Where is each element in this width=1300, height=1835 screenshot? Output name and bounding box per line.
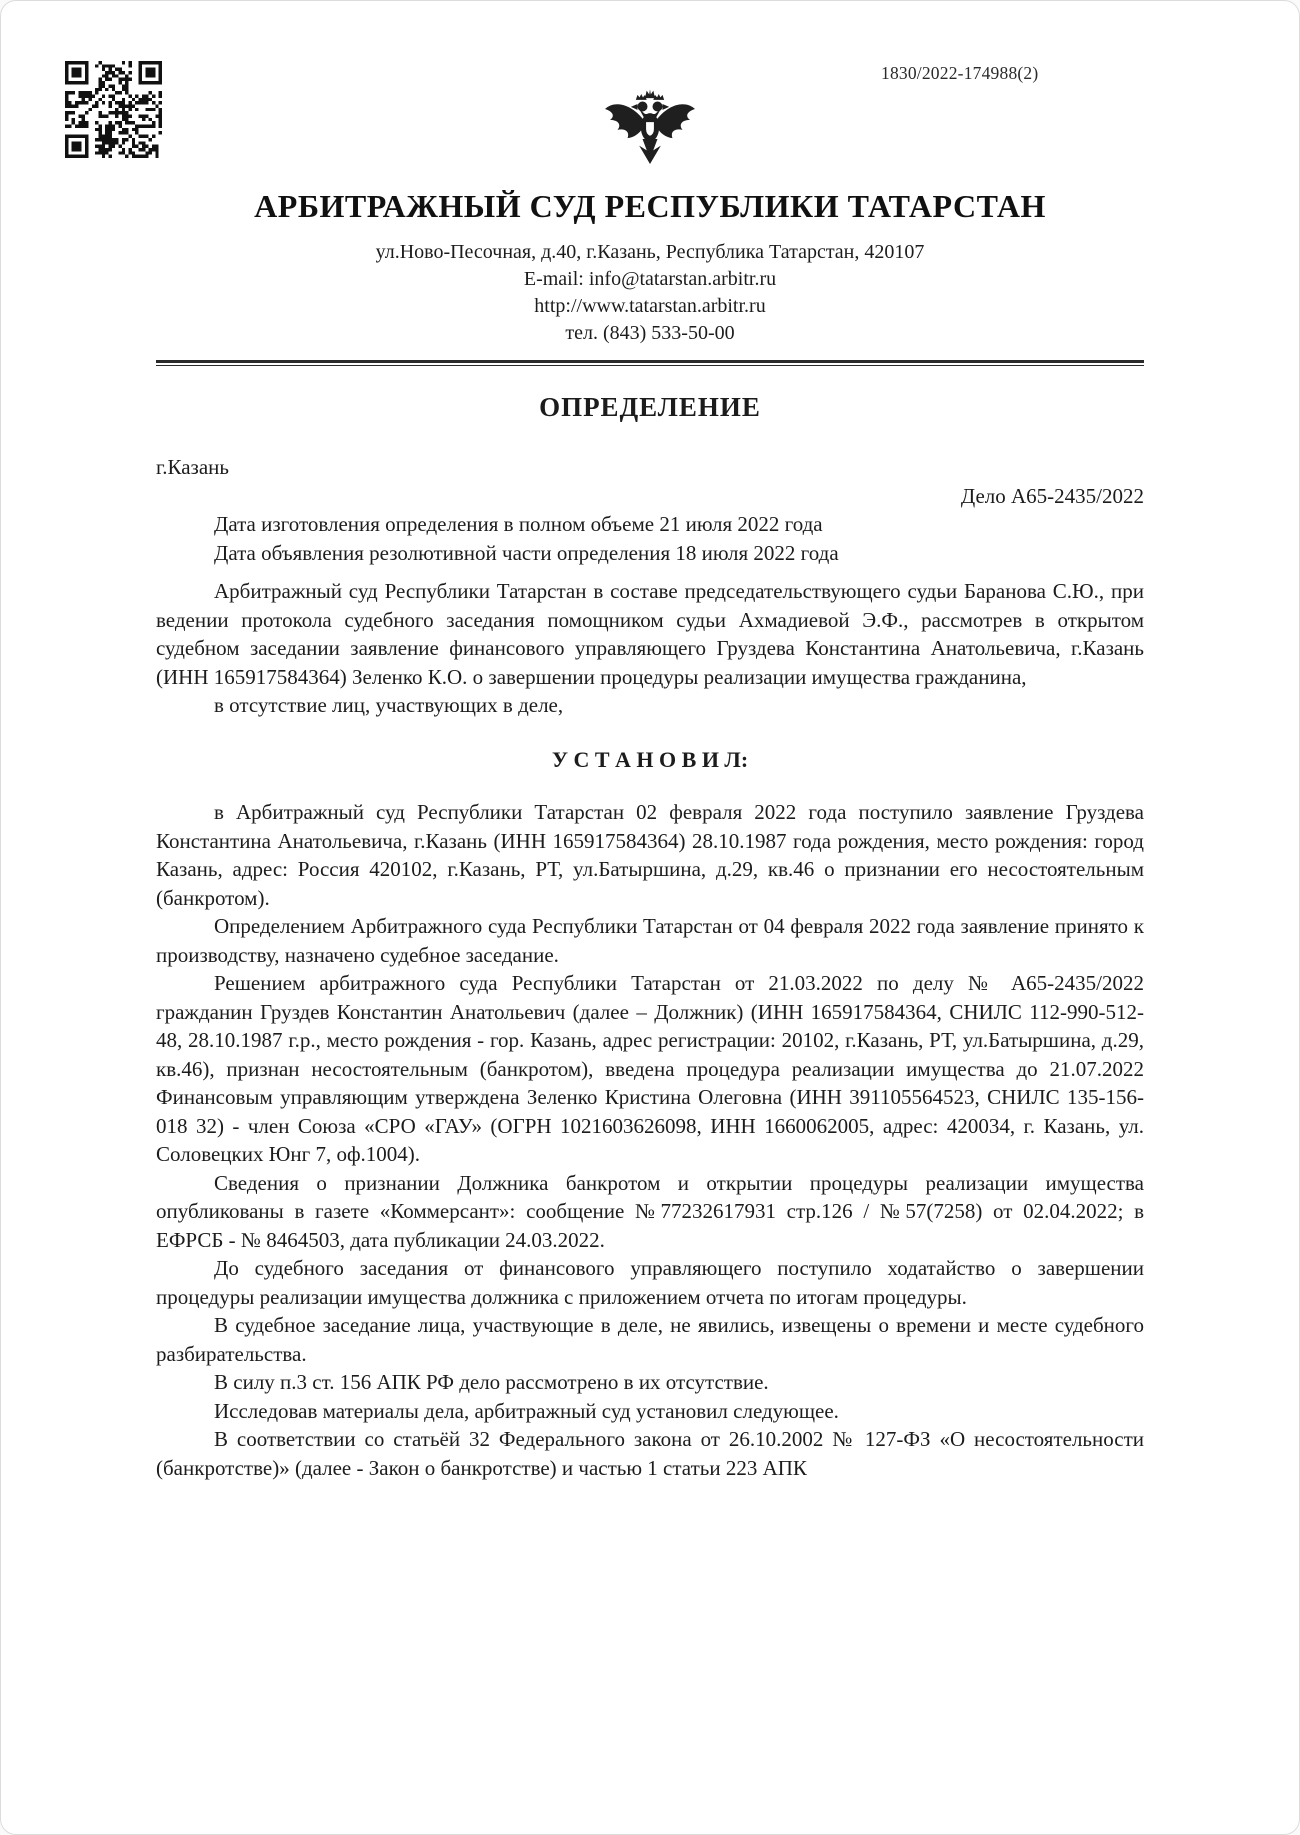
city-label: г.Казань — [156, 455, 229, 479]
body-paragraph: в Арбитражный суд Республики Татарстан 02 февраля 2022 года поступило заявление Груздева Константина Анатольевича, г.Казань (ИНН 165917584364) 28.10.1987 года рождения, место рождения: город Казань, адрес: Россия 420102, г.Казань, РТ, ул.Батыршина, д.29, кв.46 о признании его несостоятельным (банкротом). — [156, 800, 1144, 910]
court-phone: тел. (843) 533-50-00 — [565, 322, 735, 344]
court-website: http://www.tatarstan.arbitr.ru — [534, 295, 766, 317]
body-paragraph: В соответствии со статьёй 32 Федерального закона от 26.10.2002 № 127-ФЗ «О несостоятельности (банкротстве)» (далее - Закон о банкротстве) и частью 1 статьи 223 АПК — [156, 1427, 1144, 1480]
intro-paragraph: в отсутствие лиц, участвующих в деле, — [214, 693, 564, 717]
document-body — [1, 453, 1299, 1482]
body-paragraph: В судебное заседание лица, участвующие в деле, не явились, извещены о времени и месте судебного разбирательства. — [156, 1313, 1144, 1366]
document-registry-number: 1830/2022-174988(2) — [881, 63, 1039, 83]
header-divider — [156, 360, 1144, 366]
date-full-text: Дата изготовления определения в полном объеме 21 июля 2022 года — [214, 512, 823, 536]
body-paragraph: Исследовав материалы дела, арбитражный суд установил следующее. — [214, 1398, 839, 1423]
court-address: ул.Ново-Песочная, д.40, г.Казань, Республика Татарстан, 420107 — [375, 241, 925, 263]
document-title: ОПРЕДЕЛЕНИЕ — [539, 392, 761, 422]
body-paragraph: Определением Арбитражного суда Республики Татарстан от 04 февраля 2022 года заявление принято к производству, назначено судебное заседание. — [156, 914, 1144, 967]
court-header — [1, 1, 1299, 347]
case-number: Дело А65-2435/2022 — [960, 483, 1144, 508]
court-contacts — [1, 239, 1299, 347]
body-paragraph: До судебного заседания от финансового управляющего поступило ходатайство о завершении процедуры реализации имущества должника с приложением отчета по итогам процедуры. — [156, 1256, 1144, 1309]
established-heading: У С Т А Н О В И Л: — [551, 746, 749, 772]
intro-paragraph: Арбитражный суд Республики Татарстан в составе председательствующего судьи Баранова С.Ю., при ведении протокола судебного заседания помощником судьи Ахмадиевой Э.Ф., рассмотрев в открытом судебном заседании заявление финансового управляющего Груздева Константина Анатольевича, г.Казань (ИНН 165917584364) Зеленко К.О. о завершении процедуры реализации имущества гражданина, — [156, 579, 1144, 689]
coat-of-arms-icon — [600, 87, 700, 171]
court-email: E-mail: info@tatarstan.arbitr.ru — [523, 268, 777, 290]
body-paragraph: В силу п.3 ст. 156 АПК РФ дело рассмотрено в их отсутствие. — [214, 1370, 769, 1394]
body-paragraph: Решением арбитражного суда Республики Татарстан от 21.03.2022 по делу № А65-2435/2022 гражданин Груздев Константин Анатольевич (далее – Должник) (ИНН 165917584364, СНИЛС 112-990-512-48, 28.10.1987 г.р., место рождения - гор. Казань, адрес регистрации: 20102, г.Казань, РТ, ул.Батыршина, д.29, кв.46), признан несостоятельным (банкротом), введена процедура реализации имущества до 21.07.2022 Финансовым управляющим утверждена Зеленко Кристина Олеговна (ИНН 391105564523, СНИЛС 135-156-018 32) - член Союза «СРО «ГАУ» (ОГРН 1021603626098, ИНН 1660062005, адрес: 420034, г. Казань, ул. Соловецких Юнг 7, оф.1004). — [156, 971, 1144, 1166]
date-operative-text: Дата объявления резолютивной части определения 18 июля 2022 года — [214, 540, 839, 565]
qr-code — [65, 61, 162, 158]
court-name: АРБИТРАЖНЫЙ СУД РЕСПУБЛИКИ ТАТАРСТАН — [254, 188, 1046, 224]
body-paragraph: Сведения о признании Должника банкротом и открытии процедуры реализации имущества опубликованы в газете «Коммерсант»: сообщение №77232617931 стр.126 / №57(7258) от 02.04.2022; в ЕФРСБ - № 8464503, дата публикации 24.03.2022. — [156, 1170, 1144, 1252]
